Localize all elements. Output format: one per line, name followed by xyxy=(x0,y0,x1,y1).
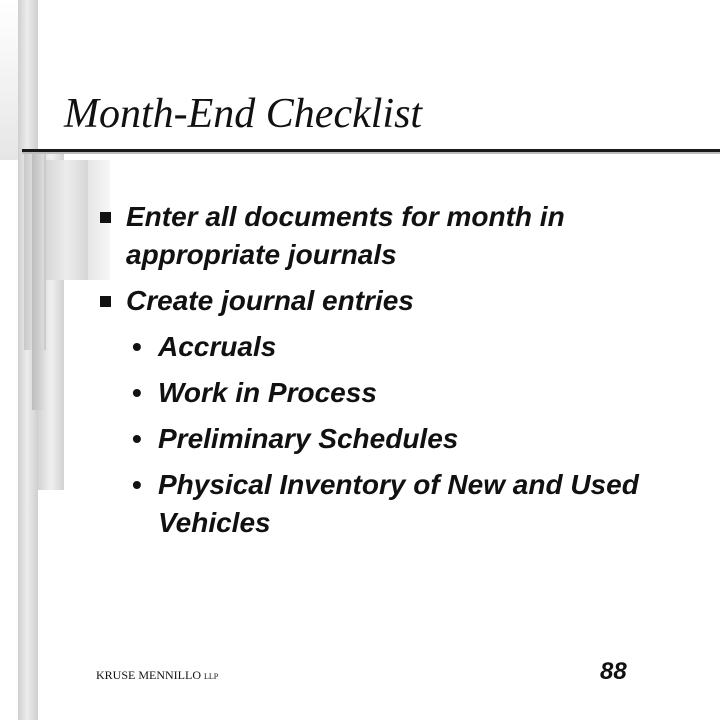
decorative-bar xyxy=(32,150,44,410)
sub-bullet-item xyxy=(96,328,696,366)
bullet-text: Create journal entries xyxy=(126,285,414,316)
dot-bullet-icon: • xyxy=(132,423,142,454)
slide-title: Month-End Checklist xyxy=(64,91,423,137)
dot-bullet-icon: • xyxy=(132,377,142,408)
firm-name: KRUSE MENNILLO xyxy=(96,668,201,682)
square-bullet-icon xyxy=(100,296,111,307)
sub-bullet-text: Accruals xyxy=(158,331,277,362)
sub-bullet-item xyxy=(96,466,696,542)
page-number: 88 xyxy=(600,658,627,685)
bullet-list xyxy=(96,198,696,550)
firm-suffix: LLP xyxy=(204,672,219,681)
title-rule-shadow xyxy=(22,152,720,154)
decorative-bar xyxy=(0,0,18,160)
dot-bullet-icon: • xyxy=(132,469,142,500)
bullet-item xyxy=(96,282,696,320)
sub-bullet-item xyxy=(96,420,696,458)
dot-bullet-icon: • xyxy=(132,331,142,362)
bullet-item xyxy=(96,198,696,274)
bullet-text: Enter all documents for month in appropriate journals xyxy=(126,201,565,270)
square-bullet-icon xyxy=(100,212,111,223)
sub-bullet-text: Physical Inventory of New and Used Vehicles xyxy=(158,469,639,538)
footer-firm-name xyxy=(96,668,218,683)
decorative-bar xyxy=(46,160,88,280)
sub-bullet-item xyxy=(96,374,696,412)
sub-bullet-text: Work in Process xyxy=(158,377,377,408)
sub-bullet-text: Preliminary Schedules xyxy=(158,423,459,454)
